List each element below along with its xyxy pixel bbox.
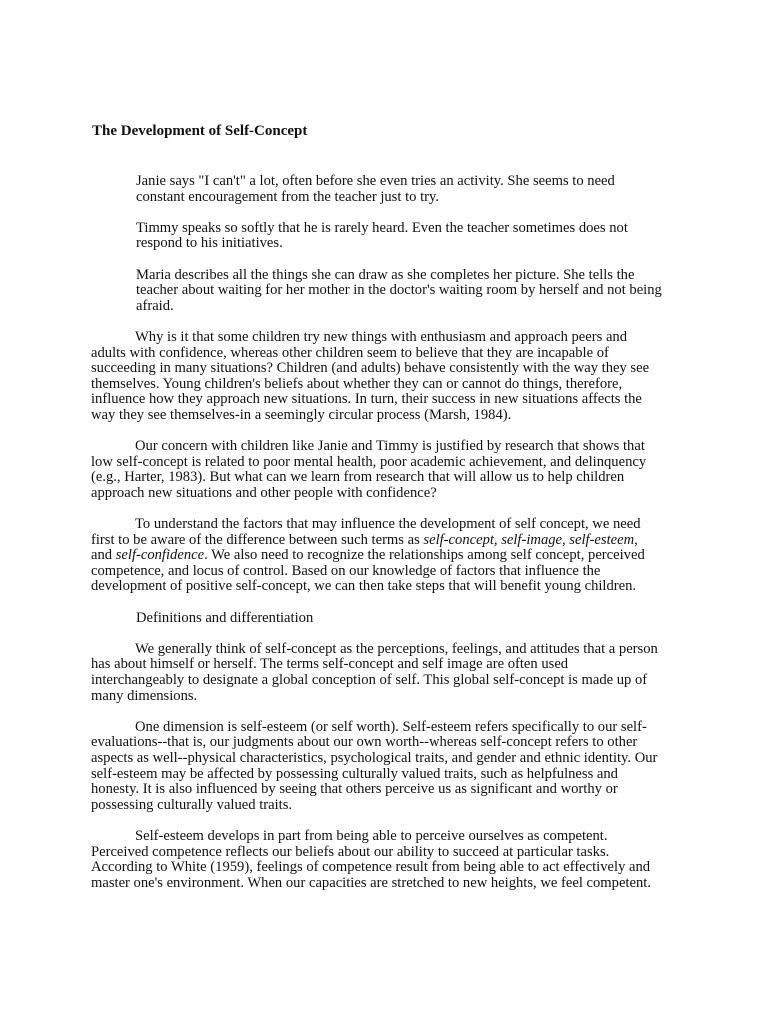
vignette-timmy: Timmy speaks so softly that he is rarely heard. Even the teacher sometimes does not respond to his initiatives. (136, 219, 628, 252)
paragraph-why: Why is it that some children try new things with enthusiasm and approach peers and adults with confidence, whereas other children seem to believe that they are incapable of succeeding in many situations? Children (and adults) behave consistently with the way they see themselves. Young children's beliefs about whether they can or cannot do things, therefore, influence how they approach new situations. In turn, their success in new situations affects the way they see themselves-in a seemingly circular process (Marsh, 1984). (91, 328, 650, 423)
document-title: The Development of Self-Concept (92, 123, 308, 139)
paragraph-dimension: One dimension is self-esteem (or self worth). Self-esteem refers specifically to our self-evaluations--that is, our judgments about our own worth--whereas self-concept refers to other aspects as well--physical characteristics, psychological traits, and gender and ethnic identity. Our self-esteem may be affected by possessing culturally valued traits, such as helpfulness and honesty. It is also influenced by seeing that others perceive us as significant and worthy or possessing culturally valued traits. (91, 718, 658, 813)
paragraph-generally: We generally think of self-concept as the perceptions, feelings, and attitudes that a person has about himself or herself. The terms self-concept and self image are often used interchangeably to designate a global conception of self. This global self-concept is made up of many dimensions. (91, 640, 658, 704)
document-body (91, 174, 662, 907)
term-self-concept-image-esteem: self-concept, self-image, self-esteem (423, 531, 635, 548)
paragraph-understand-mid: , and (91, 531, 638, 564)
term-self-confidence: self-confidence (115, 547, 205, 564)
paragraph-understand (91, 517, 662, 595)
vignette-janie: Janie says "I can't" a lot, often before she even tries an activity. She seems to need constant encouragement from the teacher just to try. (136, 173, 615, 205)
paragraph-understand-lead: To understand the factors that may influence the development of self concept, we need first to be aware of the difference between such terms as (91, 516, 641, 548)
paragraph-concern: Our concern with children like Janie and Timmy is justified by research that shows that low self-concept is related to poor mental health, poor academic achievement, and delinquency (e.g., Harter, 1983). But what can we learn from research that will allow us to help children approach new situations and other people with confidence? (91, 438, 647, 501)
paragraph-develops: Self-esteem develops in part from being able to perceive ourselves as competent. Perceived competence reflects our beliefs about our ability to succeed at particular tasks. According to White (1959), feelings of competence result from being able to act effectively and master one's environment. When our capacities are stretched to new heights, we feel competent. (91, 827, 651, 891)
paragraph-understand-tail: . We also need to recognize the relationships among self concept, perceived competence, and locus of control. Based on our knowledge of factors that influence the development of positive self-concept, we can then take steps that will benefit young children. (91, 547, 645, 595)
section-heading: Definitions and differentiation (136, 609, 314, 626)
vignette-maria: Maria describes all the things she can draw as she completes her picture. She tells the teacher about waiting for her mother in the doctor's waiting room by herself and not being afraid. (136, 266, 662, 314)
